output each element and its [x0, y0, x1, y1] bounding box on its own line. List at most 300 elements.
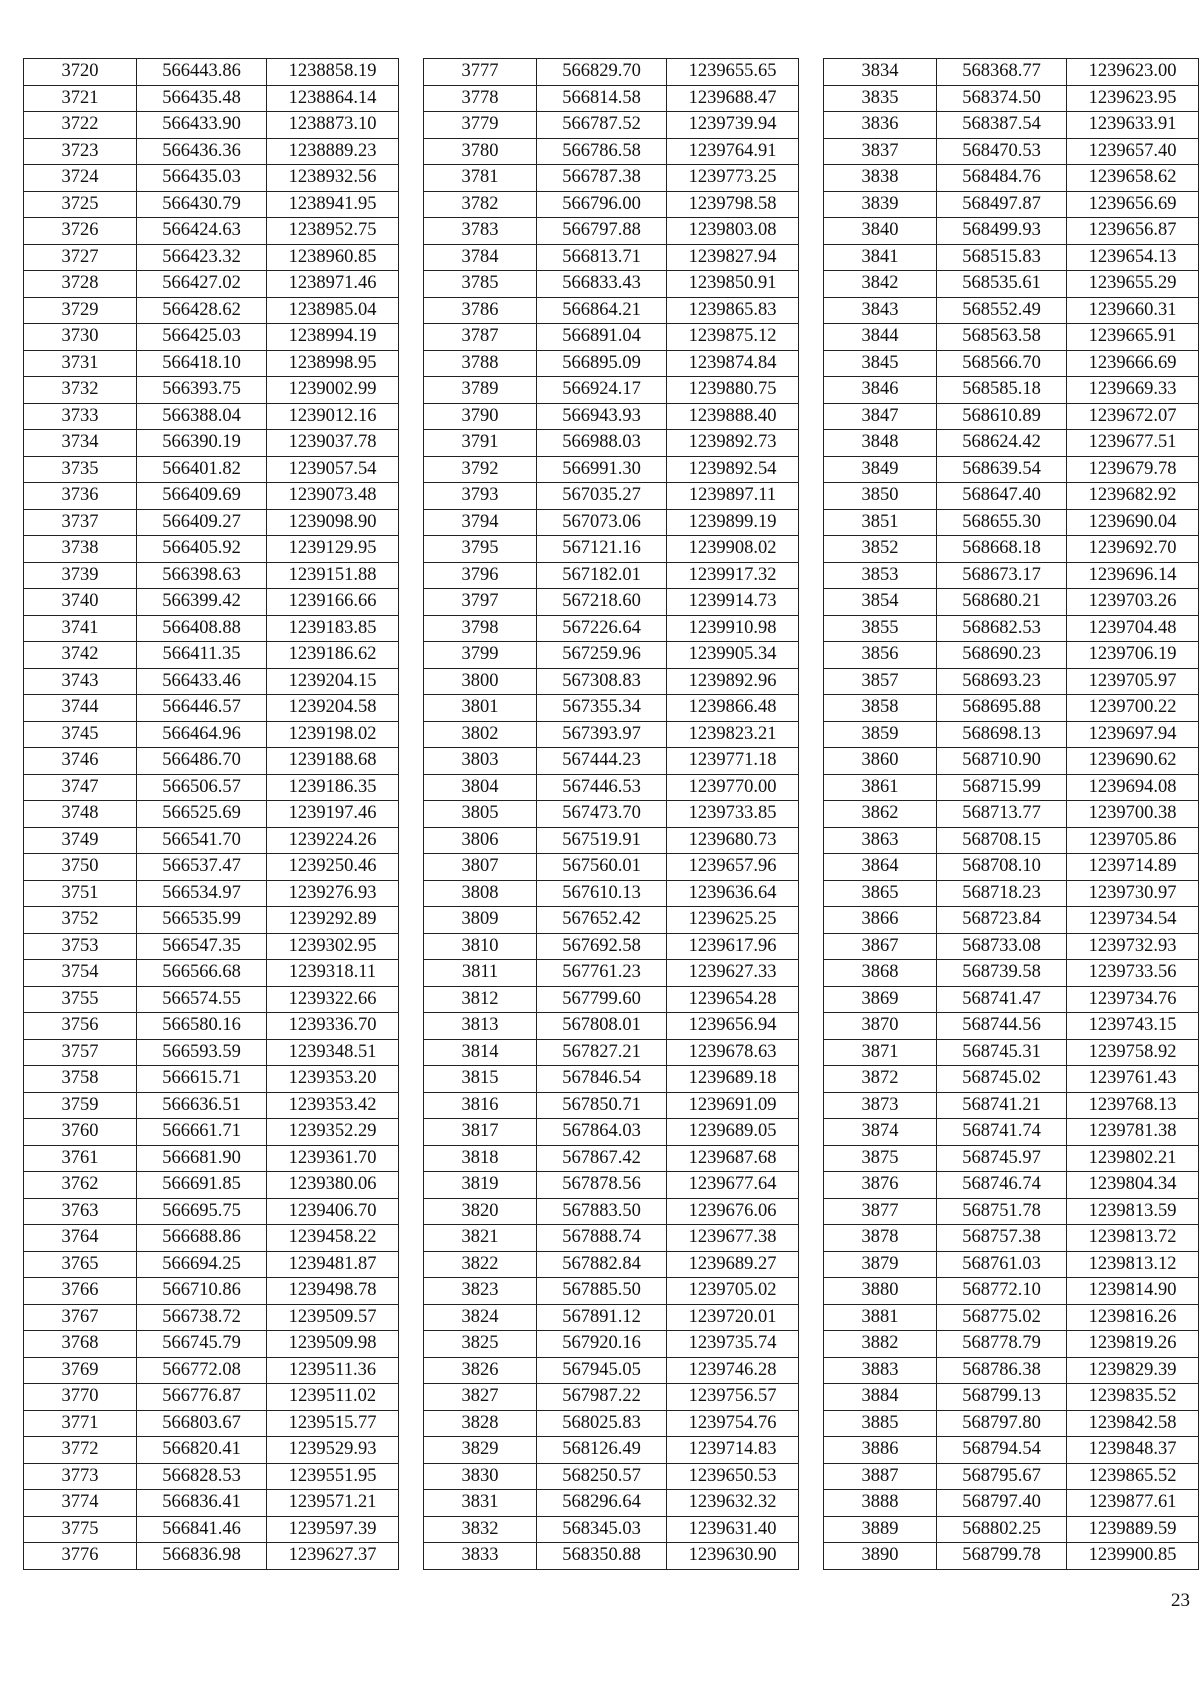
- x-coordinate-cell: 567850.71: [537, 1092, 667, 1119]
- x-coordinate-cell: 566636.51: [137, 1092, 267, 1119]
- point-id-cell: 3888: [824, 1490, 937, 1517]
- x-coordinate-cell: 568025.83: [537, 1410, 667, 1437]
- point-id-cell: 3828: [424, 1410, 537, 1437]
- y-coordinate-cell: 1239768.13: [1067, 1092, 1199, 1119]
- x-coordinate-cell: 568739.58: [937, 960, 1067, 987]
- y-coordinate-cell: 1239827.94: [667, 244, 799, 271]
- y-coordinate-cell: 1239677.38: [667, 1225, 799, 1252]
- x-coordinate-cell: 566506.57: [137, 774, 267, 801]
- x-coordinate-cell: 566661.71: [137, 1119, 267, 1146]
- point-id-cell: 3872: [824, 1066, 937, 1093]
- point-id-cell: 3890: [824, 1543, 937, 1570]
- table-row: [824, 218, 1199, 245]
- table-row: [824, 1410, 1199, 1437]
- point-id-cell: 3741: [24, 615, 137, 642]
- table-row: [424, 324, 799, 351]
- x-coordinate-cell: 568387.54: [937, 112, 1067, 139]
- x-coordinate-cell: 568585.18: [937, 377, 1067, 404]
- x-coordinate-cell: 566738.72: [137, 1304, 267, 1331]
- x-coordinate-cell: 566796.00: [537, 191, 667, 218]
- table-row: [824, 483, 1199, 510]
- point-id-cell: 3788: [424, 350, 537, 377]
- x-coordinate-cell: 566797.88: [537, 218, 667, 245]
- y-coordinate-cell: 1238952.75: [267, 218, 399, 245]
- table-row: [24, 1278, 399, 1305]
- x-coordinate-cell: 566695.75: [137, 1198, 267, 1225]
- x-coordinate-cell: 568624.42: [937, 430, 1067, 457]
- table-row: [424, 721, 799, 748]
- table-row: [24, 1145, 399, 1172]
- point-id-cell: 3790: [424, 403, 537, 430]
- x-coordinate-cell: 566943.93: [537, 403, 667, 430]
- x-coordinate-cell: 568690.23: [937, 642, 1067, 669]
- point-id-cell: 3838: [824, 165, 937, 192]
- y-coordinate-cell: 1239655.65: [667, 59, 799, 86]
- y-coordinate-cell: 1239656.69: [1067, 191, 1199, 218]
- table-row: [24, 1198, 399, 1225]
- point-id-cell: 3758: [24, 1066, 137, 1093]
- y-coordinate-cell: 1239865.83: [667, 297, 799, 324]
- table-row: [824, 1013, 1199, 1040]
- table-row: [424, 1092, 799, 1119]
- x-coordinate-cell: 566891.04: [537, 324, 667, 351]
- y-coordinate-cell: 1239733.85: [667, 801, 799, 828]
- table-row: [824, 297, 1199, 324]
- table-row: [424, 774, 799, 801]
- x-coordinate-cell: 566574.55: [137, 986, 267, 1013]
- y-coordinate-cell: 1239754.76: [667, 1410, 799, 1437]
- x-coordinate-cell: 568741.74: [937, 1119, 1067, 1146]
- x-coordinate-cell: 566525.69: [137, 801, 267, 828]
- point-id-cell: 3867: [824, 933, 937, 960]
- point-id-cell: 3738: [24, 536, 137, 563]
- table-row: [824, 854, 1199, 881]
- y-coordinate-cell: 1239813.59: [1067, 1198, 1199, 1225]
- x-coordinate-cell: 567867.42: [537, 1145, 667, 1172]
- x-coordinate-cell: 566828.53: [137, 1463, 267, 1490]
- y-coordinate-cell: 1239802.21: [1067, 1145, 1199, 1172]
- y-coordinate-cell: 1239250.46: [267, 854, 399, 881]
- point-id-cell: 3842: [824, 271, 937, 298]
- table-row: [824, 986, 1199, 1013]
- y-coordinate-cell: 1239739.94: [667, 112, 799, 139]
- x-coordinate-cell: 567446.53: [537, 774, 667, 801]
- point-id-cell: 3856: [824, 642, 937, 669]
- y-coordinate-cell: 1239655.29: [1067, 271, 1199, 298]
- point-id-cell: 3814: [424, 1039, 537, 1066]
- table-row: [424, 403, 799, 430]
- point-id-cell: 3813: [424, 1013, 537, 1040]
- point-id-cell: 3823: [424, 1278, 537, 1305]
- x-coordinate-cell: 567560.01: [537, 854, 667, 881]
- y-coordinate-cell: 1239679.78: [1067, 456, 1199, 483]
- y-coordinate-cell: 1239770.00: [667, 774, 799, 801]
- x-coordinate-cell: 566833.43: [537, 271, 667, 298]
- table-row: [824, 1225, 1199, 1252]
- table-row: [824, 403, 1199, 430]
- table-row: [24, 642, 399, 669]
- table-row: [824, 59, 1199, 86]
- y-coordinate-cell: 1239756.57: [667, 1384, 799, 1411]
- point-id-cell: 3878: [824, 1225, 937, 1252]
- x-coordinate-cell: 566388.04: [137, 403, 267, 430]
- x-coordinate-cell: 567308.83: [537, 668, 667, 695]
- table-row: [424, 350, 799, 377]
- y-coordinate-cell: 1239889.59: [1067, 1516, 1199, 1543]
- y-coordinate-cell: 1239204.15: [267, 668, 399, 695]
- x-coordinate-cell: 566408.88: [137, 615, 267, 642]
- table-row: [424, 377, 799, 404]
- table-row: [424, 112, 799, 139]
- y-coordinate-cell: 1238889.23: [267, 138, 399, 165]
- table-row: [24, 1119, 399, 1146]
- y-coordinate-cell: 1239353.42: [267, 1092, 399, 1119]
- table-row: [24, 562, 399, 589]
- y-coordinate-cell: 1239875.12: [667, 324, 799, 351]
- table-row: [424, 1410, 799, 1437]
- point-id-cell: 3817: [424, 1119, 537, 1146]
- table-row: [24, 748, 399, 775]
- x-coordinate-cell: 566464.96: [137, 721, 267, 748]
- table-row: [824, 827, 1199, 854]
- table-row: [24, 880, 399, 907]
- table-row: [824, 85, 1199, 112]
- y-coordinate-cell: 1239515.77: [267, 1410, 399, 1437]
- y-coordinate-cell: 1239188.68: [267, 748, 399, 775]
- y-coordinate-cell: 1239511.02: [267, 1384, 399, 1411]
- point-id-cell: 3739: [24, 562, 137, 589]
- y-coordinate-cell: 1239734.76: [1067, 986, 1199, 1013]
- y-coordinate-cell: 1239625.25: [667, 907, 799, 934]
- y-coordinate-cell: 1239705.86: [1067, 827, 1199, 854]
- point-id-cell: 3807: [424, 854, 537, 881]
- x-coordinate-cell: 568797.80: [937, 1410, 1067, 1437]
- point-id-cell: 3742: [24, 642, 137, 669]
- x-coordinate-cell: 566615.71: [137, 1066, 267, 1093]
- y-coordinate-cell: 1239688.47: [667, 85, 799, 112]
- y-coordinate-cell: 1239658.62: [1067, 165, 1199, 192]
- x-coordinate-cell: 566814.58: [537, 85, 667, 112]
- point-id-cell: 3744: [24, 695, 137, 722]
- table-row: [24, 403, 399, 430]
- y-coordinate-cell: 1239735.74: [667, 1331, 799, 1358]
- point-id-cell: 3794: [424, 509, 537, 536]
- y-coordinate-cell: 1239865.52: [1067, 1463, 1199, 1490]
- point-id-cell: 3881: [824, 1304, 937, 1331]
- y-coordinate-cell: 1238932.56: [267, 165, 399, 192]
- table-row: [24, 377, 399, 404]
- coordinate-table-2: [423, 58, 799, 1570]
- point-id-cell: 3763: [24, 1198, 137, 1225]
- y-coordinate-cell: 1239813.12: [1067, 1251, 1199, 1278]
- point-id-cell: 3750: [24, 854, 137, 881]
- y-coordinate-cell: 1239666.69: [1067, 350, 1199, 377]
- table-row: [824, 1092, 1199, 1119]
- y-coordinate-cell: 1239900.85: [1067, 1543, 1199, 1570]
- table-row: [24, 138, 399, 165]
- y-coordinate-cell: 1239714.83: [667, 1437, 799, 1464]
- point-id-cell: 3729: [24, 297, 137, 324]
- point-id-cell: 3736: [24, 483, 137, 510]
- table-row: [24, 615, 399, 642]
- y-coordinate-cell: 1238971.46: [267, 271, 399, 298]
- table-row: [24, 1543, 399, 1570]
- y-coordinate-cell: 1239627.37: [267, 1543, 399, 1570]
- x-coordinate-cell: 567073.06: [537, 509, 667, 536]
- y-coordinate-cell: 1239705.97: [1067, 668, 1199, 695]
- y-coordinate-cell: 1239888.40: [667, 403, 799, 430]
- table-row: [824, 1437, 1199, 1464]
- x-coordinate-cell: 568470.53: [937, 138, 1067, 165]
- table-row: [424, 986, 799, 1013]
- x-coordinate-cell: 566398.63: [137, 562, 267, 589]
- y-coordinate-cell: 1239186.35: [267, 774, 399, 801]
- x-coordinate-cell: 567355.34: [537, 695, 667, 722]
- y-coordinate-cell: 1239892.96: [667, 668, 799, 695]
- y-coordinate-cell: 1239829.39: [1067, 1357, 1199, 1384]
- y-coordinate-cell: 1239705.02: [667, 1278, 799, 1305]
- table-row: [24, 801, 399, 828]
- x-coordinate-cell: 566745.79: [137, 1331, 267, 1358]
- x-coordinate-cell: 566411.35: [137, 642, 267, 669]
- y-coordinate-cell: 1239732.93: [1067, 933, 1199, 960]
- point-id-cell: 3862: [824, 801, 937, 828]
- y-coordinate-cell: 1239899.19: [667, 509, 799, 536]
- x-coordinate-cell: 568741.47: [937, 986, 1067, 1013]
- y-coordinate-cell: 1239037.78: [267, 430, 399, 457]
- y-coordinate-cell: 1239186.62: [267, 642, 399, 669]
- x-coordinate-cell: 568497.87: [937, 191, 1067, 218]
- table-row: [24, 85, 399, 112]
- y-coordinate-cell: 1239819.26: [1067, 1331, 1199, 1358]
- point-id-cell: 3743: [24, 668, 137, 695]
- point-id-cell: 3798: [424, 615, 537, 642]
- x-coordinate-cell: 568126.49: [537, 1437, 667, 1464]
- point-id-cell: 3776: [24, 1543, 137, 1570]
- table-row: [424, 1384, 799, 1411]
- point-id-cell: 3728: [24, 271, 137, 298]
- y-coordinate-cell: 1239678.63: [667, 1039, 799, 1066]
- point-id-cell: 3737: [24, 509, 137, 536]
- y-coordinate-cell: 1239597.39: [267, 1516, 399, 1543]
- table-row: [24, 509, 399, 536]
- y-coordinate-cell: 1239761.43: [1067, 1066, 1199, 1093]
- y-coordinate-cell: 1239636.64: [667, 880, 799, 907]
- y-coordinate-cell: 1239848.37: [1067, 1437, 1199, 1464]
- point-id-cell: 3845: [824, 350, 937, 377]
- y-coordinate-cell: 1239690.04: [1067, 509, 1199, 536]
- x-coordinate-cell: 566803.67: [137, 1410, 267, 1437]
- y-coordinate-cell: 1239680.73: [667, 827, 799, 854]
- x-coordinate-cell: 566547.35: [137, 933, 267, 960]
- point-id-cell: 3877: [824, 1198, 937, 1225]
- x-coordinate-cell: 566418.10: [137, 350, 267, 377]
- x-coordinate-cell: 568715.99: [937, 774, 1067, 801]
- x-coordinate-cell: 566427.02: [137, 271, 267, 298]
- point-id-cell: 3781: [424, 165, 537, 192]
- table-row: [824, 695, 1199, 722]
- table-row: [424, 1516, 799, 1543]
- x-coordinate-cell: 567799.60: [537, 986, 667, 1013]
- y-coordinate-cell: 1239656.94: [667, 1013, 799, 1040]
- x-coordinate-cell: 568673.17: [937, 562, 1067, 589]
- point-id-cell: 3720: [24, 59, 137, 86]
- y-coordinate-cell: 1239700.38: [1067, 801, 1199, 828]
- point-id-cell: 3786: [424, 297, 537, 324]
- table-row: [24, 1490, 399, 1517]
- y-coordinate-cell: 1238994.19: [267, 324, 399, 351]
- table-row: [424, 430, 799, 457]
- x-coordinate-cell: 568761.03: [937, 1251, 1067, 1278]
- point-id-cell: 3809: [424, 907, 537, 934]
- point-id-cell: 3757: [24, 1039, 137, 1066]
- table-row: [24, 1013, 399, 1040]
- point-id-cell: 3733: [24, 403, 137, 430]
- x-coordinate-cell: 567444.23: [537, 748, 667, 775]
- point-id-cell: 3792: [424, 456, 537, 483]
- table-row: [824, 1066, 1199, 1093]
- x-coordinate-cell: 567891.12: [537, 1304, 667, 1331]
- x-coordinate-cell: 568778.79: [937, 1331, 1067, 1358]
- x-coordinate-cell: 567761.23: [537, 960, 667, 987]
- y-coordinate-cell: 1239224.26: [267, 827, 399, 854]
- table-row: [824, 1463, 1199, 1490]
- y-coordinate-cell: 1239798.58: [667, 191, 799, 218]
- point-id-cell: 3778: [424, 85, 537, 112]
- y-coordinate-cell: 1239866.48: [667, 695, 799, 722]
- y-coordinate-cell: 1239835.52: [1067, 1384, 1199, 1411]
- table-row: [24, 1437, 399, 1464]
- x-coordinate-cell: 567864.03: [537, 1119, 667, 1146]
- x-coordinate-cell: 568535.61: [937, 271, 1067, 298]
- y-coordinate-cell: 1239714.89: [1067, 854, 1199, 881]
- point-id-cell: 3824: [424, 1304, 537, 1331]
- point-id-cell: 3802: [424, 721, 537, 748]
- x-coordinate-cell: 566991.30: [537, 456, 667, 483]
- x-coordinate-cell: 566841.46: [137, 1516, 267, 1543]
- x-coordinate-cell: 568668.18: [937, 536, 1067, 563]
- point-id-cell: 3819: [424, 1172, 537, 1199]
- point-id-cell: 3731: [24, 350, 137, 377]
- x-coordinate-cell: 568639.54: [937, 456, 1067, 483]
- y-coordinate-cell: 1239697.94: [1067, 721, 1199, 748]
- y-coordinate-cell: 1239908.02: [667, 536, 799, 563]
- x-coordinate-cell: 566566.68: [137, 960, 267, 987]
- x-coordinate-cell: 566436.36: [137, 138, 267, 165]
- table-row: [24, 1357, 399, 1384]
- x-coordinate-cell: 567692.58: [537, 933, 667, 960]
- y-coordinate-cell: 1239842.58: [1067, 1410, 1199, 1437]
- x-coordinate-cell: 568745.97: [937, 1145, 1067, 1172]
- point-id-cell: 3791: [424, 430, 537, 457]
- point-id-cell: 3871: [824, 1039, 937, 1066]
- x-coordinate-cell: 566694.25: [137, 1251, 267, 1278]
- point-id-cell: 3760: [24, 1119, 137, 1146]
- table-row: [424, 218, 799, 245]
- point-id-cell: 3830: [424, 1463, 537, 1490]
- x-coordinate-cell: 566433.46: [137, 668, 267, 695]
- table-row: [824, 748, 1199, 775]
- table-row: [424, 1463, 799, 1490]
- y-coordinate-cell: 1239129.95: [267, 536, 399, 563]
- table-row: [24, 1066, 399, 1093]
- point-id-cell: 3769: [24, 1357, 137, 1384]
- table-row: [24, 324, 399, 351]
- x-coordinate-cell: 568374.50: [937, 85, 1067, 112]
- x-coordinate-cell: 566813.71: [537, 244, 667, 271]
- point-id-cell: 3772: [24, 1437, 137, 1464]
- y-coordinate-cell: 1239204.58: [267, 695, 399, 722]
- table-row: [424, 801, 799, 828]
- point-id-cell: 3866: [824, 907, 937, 934]
- table-row: [824, 1278, 1199, 1305]
- y-coordinate-cell: 1239773.25: [667, 165, 799, 192]
- table-row: [824, 721, 1199, 748]
- y-coordinate-cell: 1239700.22: [1067, 695, 1199, 722]
- y-coordinate-cell: 1239380.06: [267, 1172, 399, 1199]
- x-coordinate-cell: 567808.01: [537, 1013, 667, 1040]
- point-id-cell: 3730: [24, 324, 137, 351]
- point-id-cell: 3854: [824, 589, 937, 616]
- y-coordinate-cell: 1239720.01: [667, 1304, 799, 1331]
- y-coordinate-cell: 1239654.28: [667, 986, 799, 1013]
- x-coordinate-cell: 567473.70: [537, 801, 667, 828]
- table-row: [24, 271, 399, 298]
- table-row: [824, 456, 1199, 483]
- point-id-cell: 3875: [824, 1145, 937, 1172]
- y-coordinate-cell: 1239551.95: [267, 1463, 399, 1490]
- x-coordinate-cell: 566430.79: [137, 191, 267, 218]
- y-coordinate-cell: 1239002.99: [267, 377, 399, 404]
- x-coordinate-cell: 568772.10: [937, 1278, 1067, 1305]
- point-id-cell: 3725: [24, 191, 137, 218]
- table-row: [824, 509, 1199, 536]
- y-coordinate-cell: 1239627.33: [667, 960, 799, 987]
- table-row: [824, 1039, 1199, 1066]
- table-row: [24, 668, 399, 695]
- x-coordinate-cell: 568744.56: [937, 1013, 1067, 1040]
- y-coordinate-cell: 1239823.21: [667, 721, 799, 748]
- y-coordinate-cell: 1239743.15: [1067, 1013, 1199, 1040]
- table-row: [824, 350, 1199, 377]
- x-coordinate-cell: 568563.58: [937, 324, 1067, 351]
- point-id-cell: 3727: [24, 244, 137, 271]
- y-coordinate-cell: 1239905.34: [667, 642, 799, 669]
- table-row: [24, 907, 399, 934]
- point-id-cell: 3835: [824, 85, 937, 112]
- y-coordinate-cell: 1239509.57: [267, 1304, 399, 1331]
- point-id-cell: 3803: [424, 748, 537, 775]
- point-id-cell: 3782: [424, 191, 537, 218]
- y-coordinate-cell: 1239917.32: [667, 562, 799, 589]
- table-row: [424, 165, 799, 192]
- x-coordinate-cell: 566425.03: [137, 324, 267, 351]
- point-id-cell: 3870: [824, 1013, 937, 1040]
- x-coordinate-cell: 568741.21: [937, 1092, 1067, 1119]
- point-id-cell: 3820: [424, 1198, 537, 1225]
- point-id-cell: 3858: [824, 695, 937, 722]
- x-coordinate-cell: 567878.56: [537, 1172, 667, 1199]
- point-id-cell: 3869: [824, 986, 937, 1013]
- table-row: [424, 1145, 799, 1172]
- x-coordinate-cell: 566776.87: [137, 1384, 267, 1411]
- y-coordinate-cell: 1239691.09: [667, 1092, 799, 1119]
- y-coordinate-cell: 1238873.10: [267, 112, 399, 139]
- point-id-cell: 3775: [24, 1516, 137, 1543]
- x-coordinate-cell: 568296.64: [537, 1490, 667, 1517]
- point-id-cell: 3756: [24, 1013, 137, 1040]
- table-row: [424, 483, 799, 510]
